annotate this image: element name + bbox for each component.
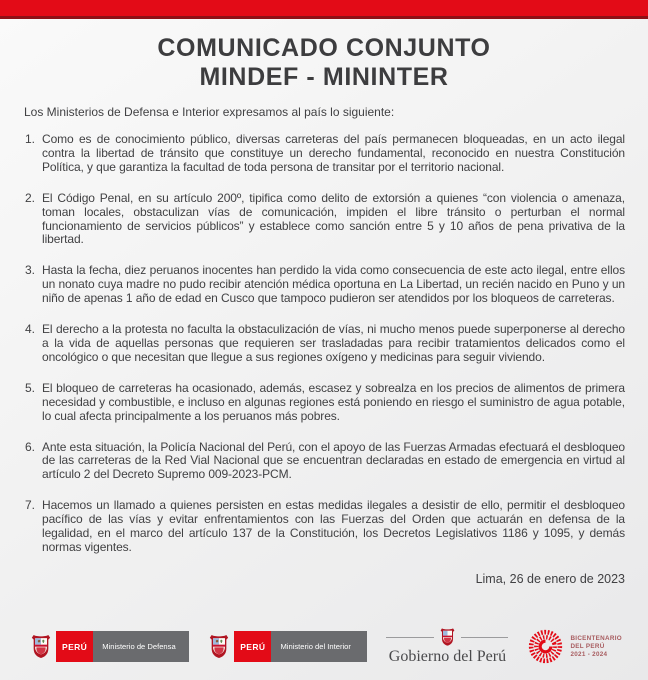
list-item bbox=[25, 264, 625, 306]
page-title bbox=[0, 34, 648, 92]
item-number: 4. bbox=[25, 322, 35, 337]
item-text: El Código Penal, en su artículo 200º, tipifica como delito de extorsión a quienes “con violencia o amenaza, toman locales, obstaculizan vías de comunicación, impiden el libre tránsito o perturban el normal funcionamiento de servicios públicos” y establece como sanción entre 5 y 10 años de pena privativa de la libertad. bbox=[42, 190, 625, 247]
mininter-label: Ministerio del Interior bbox=[271, 631, 367, 662]
item-number: 6. bbox=[25, 439, 35, 454]
intro-text: Los Ministerios de Defensa e Interior expresamos al país lo siguiente: bbox=[24, 105, 395, 119]
peru-coat-of-arms-icon bbox=[30, 631, 53, 662]
list-item bbox=[25, 133, 625, 175]
title-line-2: MINDEF - MININTER bbox=[199, 63, 449, 91]
bicentenario-line-1: BICENTENARIO bbox=[570, 634, 622, 642]
divider-line bbox=[461, 637, 509, 638]
date-line: Lima, 26 de enero de 2023 bbox=[475, 571, 625, 586]
list-item bbox=[25, 382, 625, 424]
list-item bbox=[25, 441, 625, 483]
item-text: Hasta la fecha, diez peruanos inocentes han perdido la vida como consecuencia de este acto ilegal, entre ellos un nonato cuya madre no pudo recibir atención médica oportuna en La Libertad, un recién nacido en Puno y un niño de apenas 1 año de edad en Cusco que tampoco pudieron ser atendidos por los bloqueos de carreteras. bbox=[42, 263, 625, 306]
mindef-logo bbox=[30, 631, 189, 662]
list-item bbox=[25, 323, 625, 365]
gobierno-logo-header bbox=[386, 627, 508, 647]
mindef-label: Ministerio de Defensa bbox=[93, 631, 189, 662]
gobierno-del-peru-logo bbox=[386, 627, 508, 666]
bicentenario-spiral-icon bbox=[527, 628, 564, 665]
item-number: 5. bbox=[25, 380, 35, 395]
item-text: Hacemos un llamado a quienes persisten en estas medidas ilegales a desistir de ello, permitir el desbloqueo pacífico de las vías y evitar enfrentamientos con las Fuerzas del Orden que actuarán en defensa de la legalidad, en el marco del artículo 137 de la Constitución, los Decretos Legislativos 1186 y 1095, y demás normas vigentes. bbox=[42, 498, 625, 554]
footer-logos bbox=[0, 627, 648, 666]
top-red-bar bbox=[0, 0, 648, 19]
list-item bbox=[25, 192, 625, 248]
mininter-logo bbox=[208, 631, 367, 662]
peru-coat-of-arms-icon bbox=[208, 631, 231, 662]
gobierno-label: Gobierno del Perú bbox=[388, 648, 507, 665]
item-number: 7. bbox=[25, 498, 35, 513]
bicentenario-logo bbox=[527, 628, 622, 665]
item-text: Como es de conocimiento público, diversas carreteras del país permanecen bloqueadas, en un acto ilegal contra la libertad de tránsito que constituye un derecho fundamental, reconocido en nuestra Constitución Política, y que garantiza la facultad de toda persona de transitar por el territorio nacional. bbox=[42, 132, 625, 174]
divider-line bbox=[386, 637, 434, 638]
bicentenario-line-3: 2021 - 2024 bbox=[570, 650, 608, 658]
item-number: 1. bbox=[25, 132, 35, 146]
item-text: El bloqueo de carreteras ha ocasionado, además, escasez y sobrealza en los precios de alimentos de primera necesidad y combustible, e incluso en algunas regiones está poniendo en riesgo el suministro de agua potable, lo cual afecta principalmente a los peruanos más pobres. bbox=[42, 380, 625, 423]
numbered-list bbox=[25, 133, 625, 555]
item-number: 3. bbox=[25, 263, 35, 278]
peru-wordmark: PERÚ bbox=[234, 631, 271, 662]
title-line-1: COMUNICADO CONJUNTO bbox=[157, 34, 491, 62]
peru-coat-of-arms-icon bbox=[439, 627, 456, 647]
item-number: 2. bbox=[25, 190, 35, 205]
bicentenario-line-2: DEL PERÚ bbox=[570, 642, 605, 650]
peru-wordmark: PERÚ bbox=[56, 631, 93, 662]
item-text: Ante esta situación, la Policía Nacional del Perú, con el apoyo de las Fuerzas Armadas efectuará el desbloqueo de las carreteras de la Red Vial Nacional que se encuentran declaradas en estado de emergencia en virtud al artículo 2 del Decreto Supremo 009-2023-PCM. bbox=[42, 439, 625, 482]
list-item bbox=[25, 499, 625, 555]
bicentenario-text bbox=[570, 635, 622, 659]
item-text: El derecho a la protesta no faculta la obstaculización de vías, ni mucho menos puede superponerse al derecho a la vida de aquellas personas que requieren ser trasladadas para recibir tratamientos delicados como el oncológico o que necesitan que llegue a sus regiones oxígeno y medicinas para seguir viviendo. bbox=[42, 322, 625, 364]
